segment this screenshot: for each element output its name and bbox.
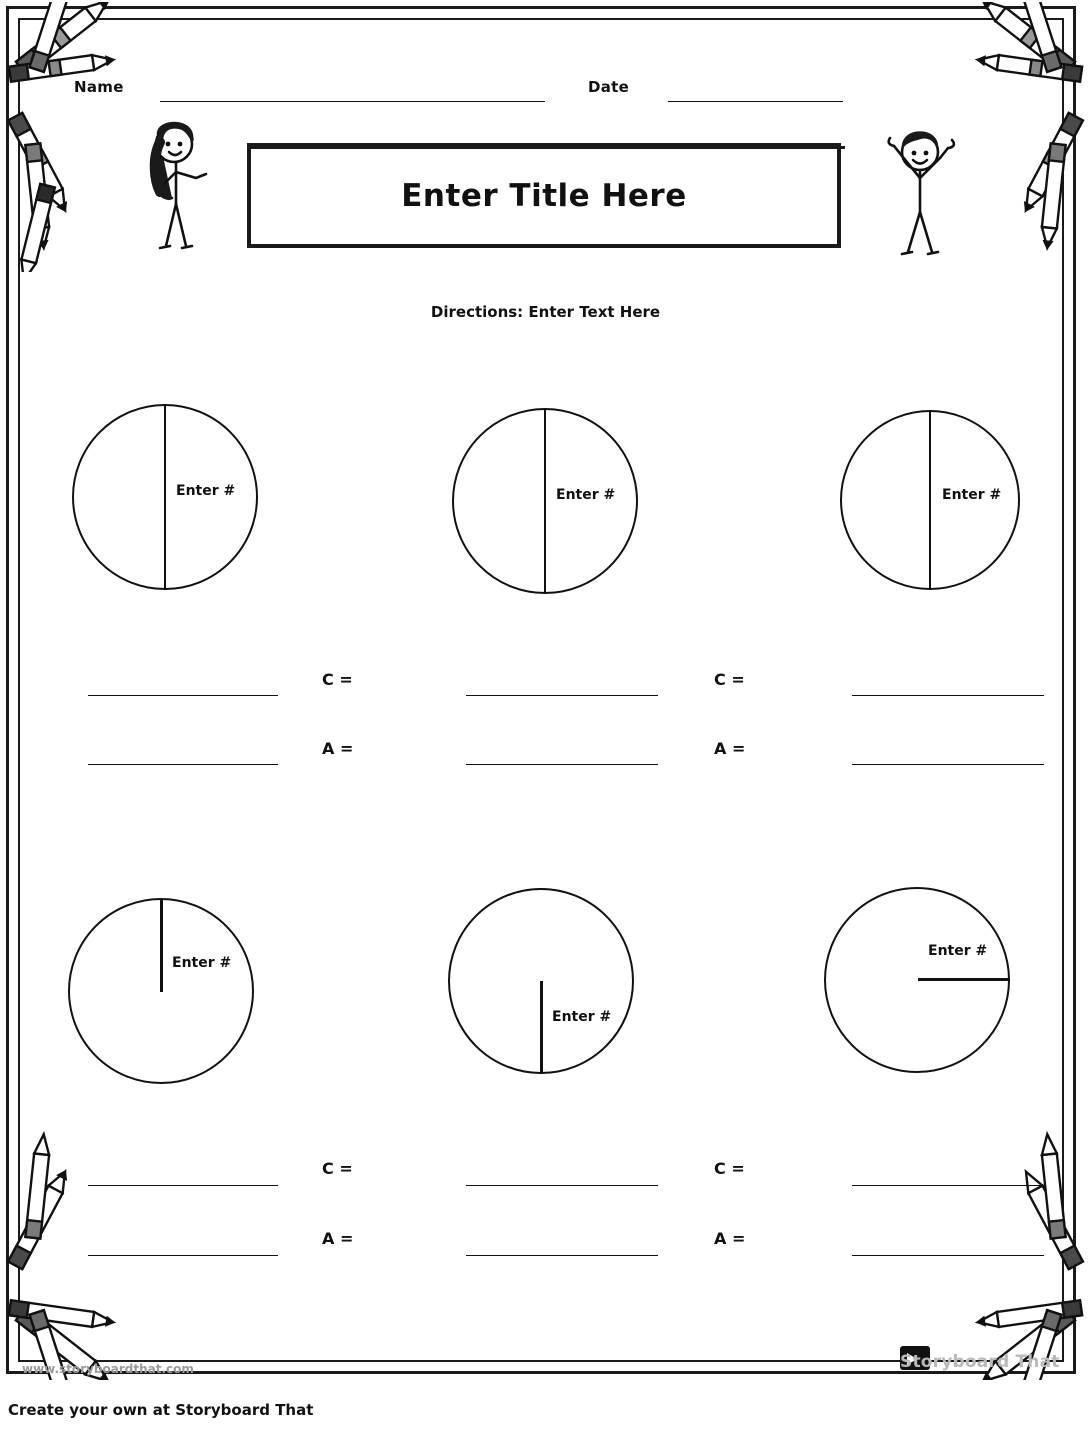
problem-4-circumference-label: C = (322, 1159, 353, 1178)
problem-5-circumference-line[interactable] (466, 1185, 658, 1186)
footer-cta-bar (0, 1390, 1091, 1430)
problem-2-area-label: A = (714, 739, 746, 758)
pencil-cluster-icon (4, 1110, 194, 1380)
problem-2-area-line[interactable] (466, 764, 658, 765)
problem-1-area-label: A = (322, 739, 354, 758)
problem-5-area-label: A = (714, 1229, 746, 1248)
problem-1-diameter-line (164, 405, 166, 589)
date-label: Date (588, 78, 630, 96)
problem-3-area-line[interactable] (852, 764, 1044, 765)
pencil-cluster-icon (897, 1110, 1087, 1380)
problem-2-circumference-line[interactable] (466, 695, 658, 696)
problem-6-measure-label[interactable]: Enter # (928, 943, 988, 959)
problem-3-diameter-line (929, 411, 931, 589)
page-title: Enter Title Here (401, 177, 687, 214)
problem-5-circumference-label: C = (714, 1159, 745, 1178)
problem-2-diameter-line (544, 409, 546, 593)
problem-6-circumference-line[interactable] (852, 1185, 1044, 1186)
watermark-brand: Storyboard That (900, 1352, 1060, 1372)
problem-3-measure-label[interactable]: Enter # (942, 487, 1002, 503)
problem-5-radius-line (540, 981, 543, 1074)
watermark-url: www.storyboardthat.com (22, 1362, 194, 1376)
date-input-line[interactable] (668, 101, 843, 102)
problem-5-measure-label[interactable]: Enter # (552, 1009, 612, 1025)
problem-6-area-line[interactable] (852, 1255, 1044, 1256)
name-label: Name (74, 78, 124, 96)
problem-4-measure-label[interactable]: Enter # (172, 955, 232, 971)
problem-3-circumference-line[interactable] (852, 695, 1044, 696)
stick-figure-girl-icon (138, 112, 228, 276)
problem-6-radius-line (918, 978, 1010, 981)
problem-4-circumference-line[interactable] (88, 1185, 278, 1186)
stick-figure-boy-icon (872, 112, 967, 276)
problem-1-measure-label[interactable]: Enter # (176, 483, 236, 499)
title-box[interactable] (247, 143, 841, 248)
problem-2-measure-label[interactable]: Enter # (556, 487, 616, 503)
problem-1-area-line[interactable] (88, 764, 278, 765)
problem-4-radius-line (160, 899, 163, 992)
name-input-line[interactable] (160, 101, 545, 102)
problem-2-circumference-label: C = (714, 670, 745, 689)
footer-cta-text: Create your own at Storyboard That (8, 1401, 314, 1419)
directions-text: Directions: Enter Text Here (430, 303, 661, 321)
problem-1-circumference-label: C = (322, 670, 353, 689)
problem-1-circumference-line[interactable] (88, 695, 278, 696)
problem-4-area-line[interactable] (88, 1255, 278, 1256)
problem-4-area-label: A = (322, 1229, 354, 1248)
problem-5-area-line[interactable] (466, 1255, 658, 1256)
